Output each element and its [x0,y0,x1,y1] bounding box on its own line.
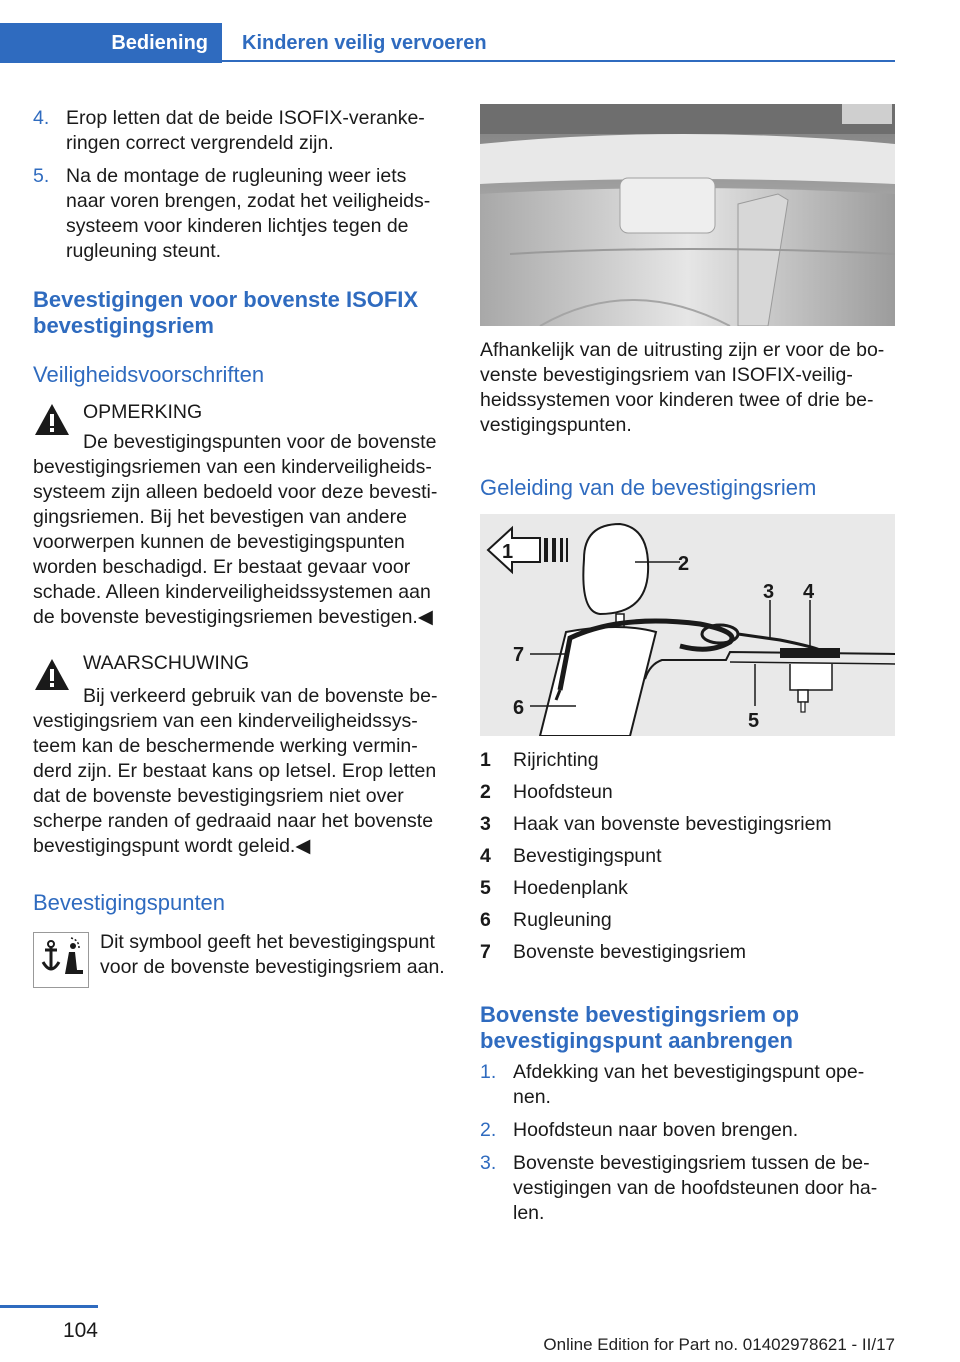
header-divider [222,60,895,62]
legend-item [480,904,895,936]
step-item [33,164,448,264]
step-item [480,1060,895,1110]
edition-note: Online Edition for Part no. 01402978621 - II/17 [543,1335,895,1354]
direction-arrow-icon [488,528,568,572]
step-text: Afdekking van het bevestigingspunt ope-nen. [513,1061,865,1108]
legend-item [480,872,895,904]
step-number: 5. [33,165,50,187]
warning-text: Bij verkeerd gebruik van de bovenste be-vestigingsriem van een kinderveiligheidssys-teem kan de beschermende werking vermin-derd zijn. Er bestaat kans op letsel. Erop letten dat de bovenste bevestigingsriem niet over scherpe randen of gedraaid naar het bovenste bevestigingspunt wordt geleid.◀ [33,685,438,857]
diagram-label-4: 4 [803,581,815,603]
legend-text: Bovenste bevestigingsriem [513,941,747,963]
step-number: 3. [480,1152,497,1174]
note-title: OPMERKING [83,401,203,423]
photo-caption: Afhankelijk van de uitrusting zijn er voor de bo-venste bevestigingsriem van ISOFIX-veilig-heidssystemen voor kinderen twee of drie be-vestigingspunten. [480,339,885,436]
points-heading: Bevestigingspunten [33,890,226,915]
header-tab-bediening[interactable]: Bediening [0,23,222,63]
step-item [480,1118,895,1143]
child-seat-anchor-icon [33,932,89,993]
legend-key: 2 [480,781,491,803]
safety-heading: Veiligheidsvoorschriften [33,362,265,387]
points-text: Dit symbool geeft het bevestigingspunt voor de bovenste bevestigingsriem aan. [100,931,445,978]
attach-steps [480,1060,895,1234]
attach-heading: Bovenste bevestigingsriem op bevestigingspunt aanbrengen [480,1002,800,1053]
step-number: 2. [480,1119,497,1141]
legend-text: Hoofdsteun [513,781,613,803]
rear-seat-photo [480,104,895,326]
diagram-label-3: 3 [763,581,775,603]
legend-item [480,840,895,872]
diagram-label-5: 5 [748,710,760,732]
legend-item [480,936,895,968]
legend-item [480,744,895,776]
step-number: 1. [480,1061,497,1083]
step-text: Hoofdsteun naar boven brengen. [513,1119,799,1141]
legend-text: Rugleuning [513,909,612,931]
step-number: 4. [33,107,50,129]
page-number: 104 [62,1319,98,1342]
legend-key: 4 [480,845,491,867]
header-section-title[interactable]: Kinderen veilig vervoeren [242,32,487,54]
legend-key: 5 [480,877,491,899]
diagram-label-7: 7 [513,644,525,666]
strap-routing-diagram [480,514,895,736]
step-text: Na de montage de rugleuning weer iets naar voren brengen, zodat het veiligheids-systeem voor kinderen lichtjes tegen de rugleuning steunt. [66,165,431,262]
legend-key: 1 [480,749,491,771]
step-item [33,106,448,156]
diagram-label-6: 6 [513,697,525,719]
legend-text: Bevestigingspunt [513,845,662,867]
guide-heading: Geleiding van de bevestigingsriem [480,475,817,500]
legend-text: Rijrichting [513,749,599,771]
legend [480,744,895,968]
legend-text: Haak van bovenste bevestigingsriem [513,813,832,835]
legend-item [480,808,895,840]
footer-divider [0,1305,98,1308]
legend-key: 7 [480,941,491,963]
legend-text: Hoedenplank [513,877,628,899]
note-text: De bevestigingspunten voor de bovenste bevestigingsriemen van een kinderveiligheids-systeem zijn alleen bedoeld voor deze bevesti-gingsriemen. Bij het bevestigen van andere voorwerpen kunnen de bevestigingspunten worden beschadigd. Er bestaat gevaar voor schade. Alleen kinderveiligheidssystemen aan de bovenste bevestigingsriemen bevestigen.◀ [33,431,438,628]
legend-key: 3 [480,813,491,835]
step-item [480,1151,895,1226]
diagram-label-2: 2 [678,553,690,575]
step-text: Bovenste bevestigingsriem tussen de be-vestigingen van de hoofdsteunen door ha-len. [513,1152,878,1224]
legend-item [480,776,895,808]
isofix-heading: Bevestigingen voor bovenste ISOFIX bevestigingsriem [33,287,419,338]
diagram-label-1: 1 [502,541,514,563]
left-steps [33,106,448,272]
step-text: Erop letten dat de beide ISOFIX-veranke-ringen correct vergrendeld zijn. [66,107,425,154]
warning-title: WAARSCHUWING [83,652,250,674]
legend-key: 6 [480,909,491,931]
